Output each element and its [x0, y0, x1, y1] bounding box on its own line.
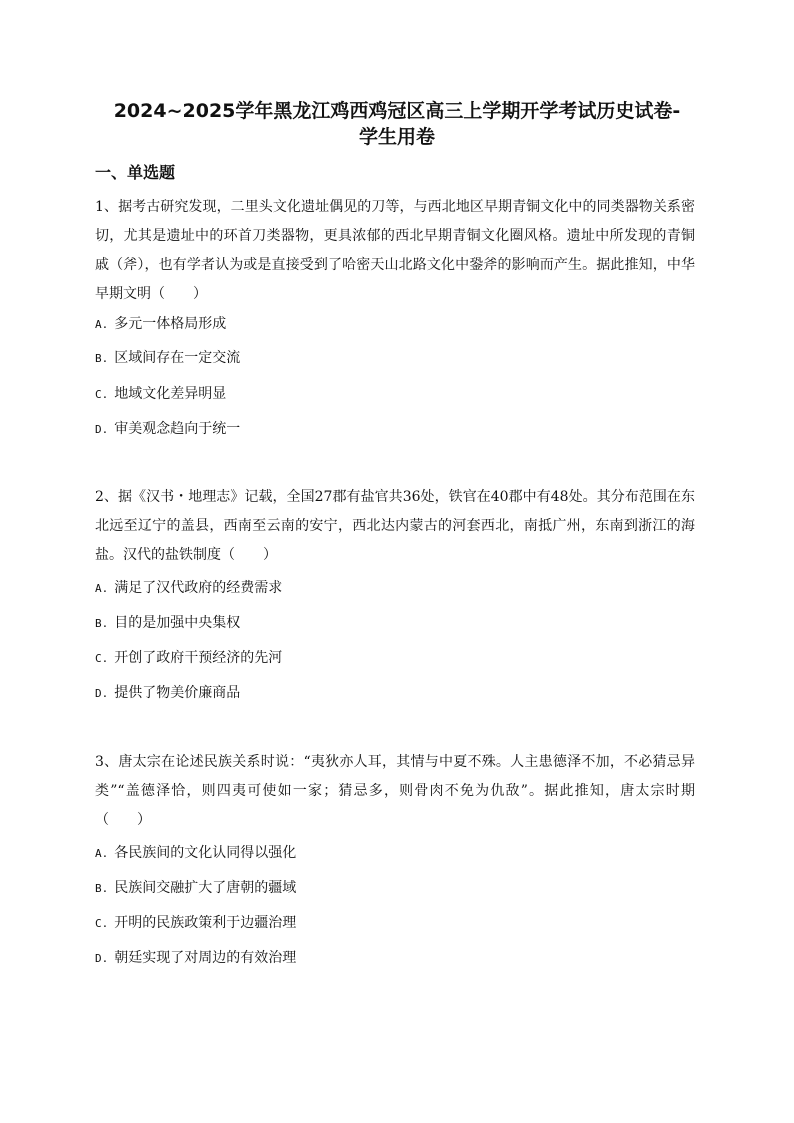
section-heading: 一、单选题: [95, 163, 176, 182]
option-text: 民族间交融扩大了唐朝的疆域: [114, 880, 297, 896]
title-line-1: 2024~2025学年黑龙江鸡西鸡冠区高三上学期开学考试历史试卷-: [113, 100, 681, 122]
question-1-stem: [95, 193, 695, 309]
question-1-option-b: [95, 348, 240, 369]
option-letter: C.: [95, 388, 109, 401]
option-letter: C.: [95, 917, 109, 930]
title-line-2: 学生用卷: [358, 126, 435, 148]
option-text: 多元一体格局形成: [114, 316, 227, 332]
option-letter: B.: [95, 352, 109, 365]
question-2-option-a: [95, 578, 282, 599]
question-3-stem: [95, 748, 695, 835]
option-text: 朝廷实现了对周边的有效治理: [114, 950, 297, 966]
question-number: 2、: [95, 489, 118, 505]
question-text: 唐太宗在论述民族关系时说：“夷狄亦人耳，其情与中夏不殊。人主患德泽不加，不必猜忌异类”“盖德泽恰，则四夷可使如一家；猜忌多，则骨肉不免为仇敌”。据此推知，唐太宗时期（ ）: [95, 754, 695, 828]
option-letter: D.: [95, 952, 109, 965]
option-text: 满足了汉代政府的经费需求: [114, 580, 283, 596]
option-text: 地域文化差异明显: [114, 386, 227, 402]
question-text: 据考古研究发现，二里头文化遗址偶见的刀等，与西北地区早期青铜文化中的同类器物关系密切，尤其是遗址中的环首刀类器物，更具浓郁的西北早期青铜文化圈风格。遗址中所发现的青铜戚（斧），也有学者认为或是直接受到了哈密天山北路文化中銎斧的影响而产生。据此推知，中华早期文明（ ）: [95, 199, 695, 302]
question-number: 1、: [95, 199, 119, 215]
question-3-option-a: [95, 843, 296, 864]
document-title: [80, 98, 714, 150]
question-1-option-d: [95, 419, 240, 440]
question-3-option-d: [95, 948, 296, 969]
question-1-option-a: [95, 314, 226, 335]
option-text: 开创了政府干预经济的先河: [114, 650, 283, 666]
question-number: 3、: [95, 754, 119, 770]
option-text: 各民族间的文化认同得以强化: [114, 845, 297, 861]
question-3-option-b: [95, 878, 296, 899]
option-letter: A.: [95, 847, 109, 860]
question-2-option-b: [95, 613, 240, 634]
option-text: 区域间存在一定交流: [114, 350, 241, 366]
option-letter: C.: [95, 652, 109, 665]
option-text: 开明的民族政策利于边疆治理: [114, 915, 297, 931]
question-text: 据《汉书・地理志》记载，全国27郡有盐官共36处，铁官在40郡中有48处。其分布范围在东北远至辽宁的盖县，西南至云南的安宁，西北达内蒙古的河套西北，南抵广州，东南到浙江的海盐。汉代的盐铁制度（ ）: [95, 489, 695, 563]
question-3-option-c: [95, 913, 296, 934]
option-text: 提供了物美价廉商品: [114, 685, 241, 701]
option-letter: A.: [95, 318, 109, 331]
option-text: 目的是加强中央集权: [114, 615, 241, 631]
option-letter: B.: [95, 617, 109, 630]
option-letter: A.: [95, 582, 109, 595]
option-letter: B.: [95, 882, 109, 895]
question-1-option-c: [95, 384, 226, 405]
question-2-option-d: [95, 683, 240, 704]
option-text: 审美观念趋向于统一: [114, 421, 241, 437]
question-2-option-c: [95, 648, 282, 669]
option-letter: D.: [95, 423, 109, 436]
option-letter: D.: [95, 687, 109, 700]
question-2-stem: [95, 483, 695, 570]
